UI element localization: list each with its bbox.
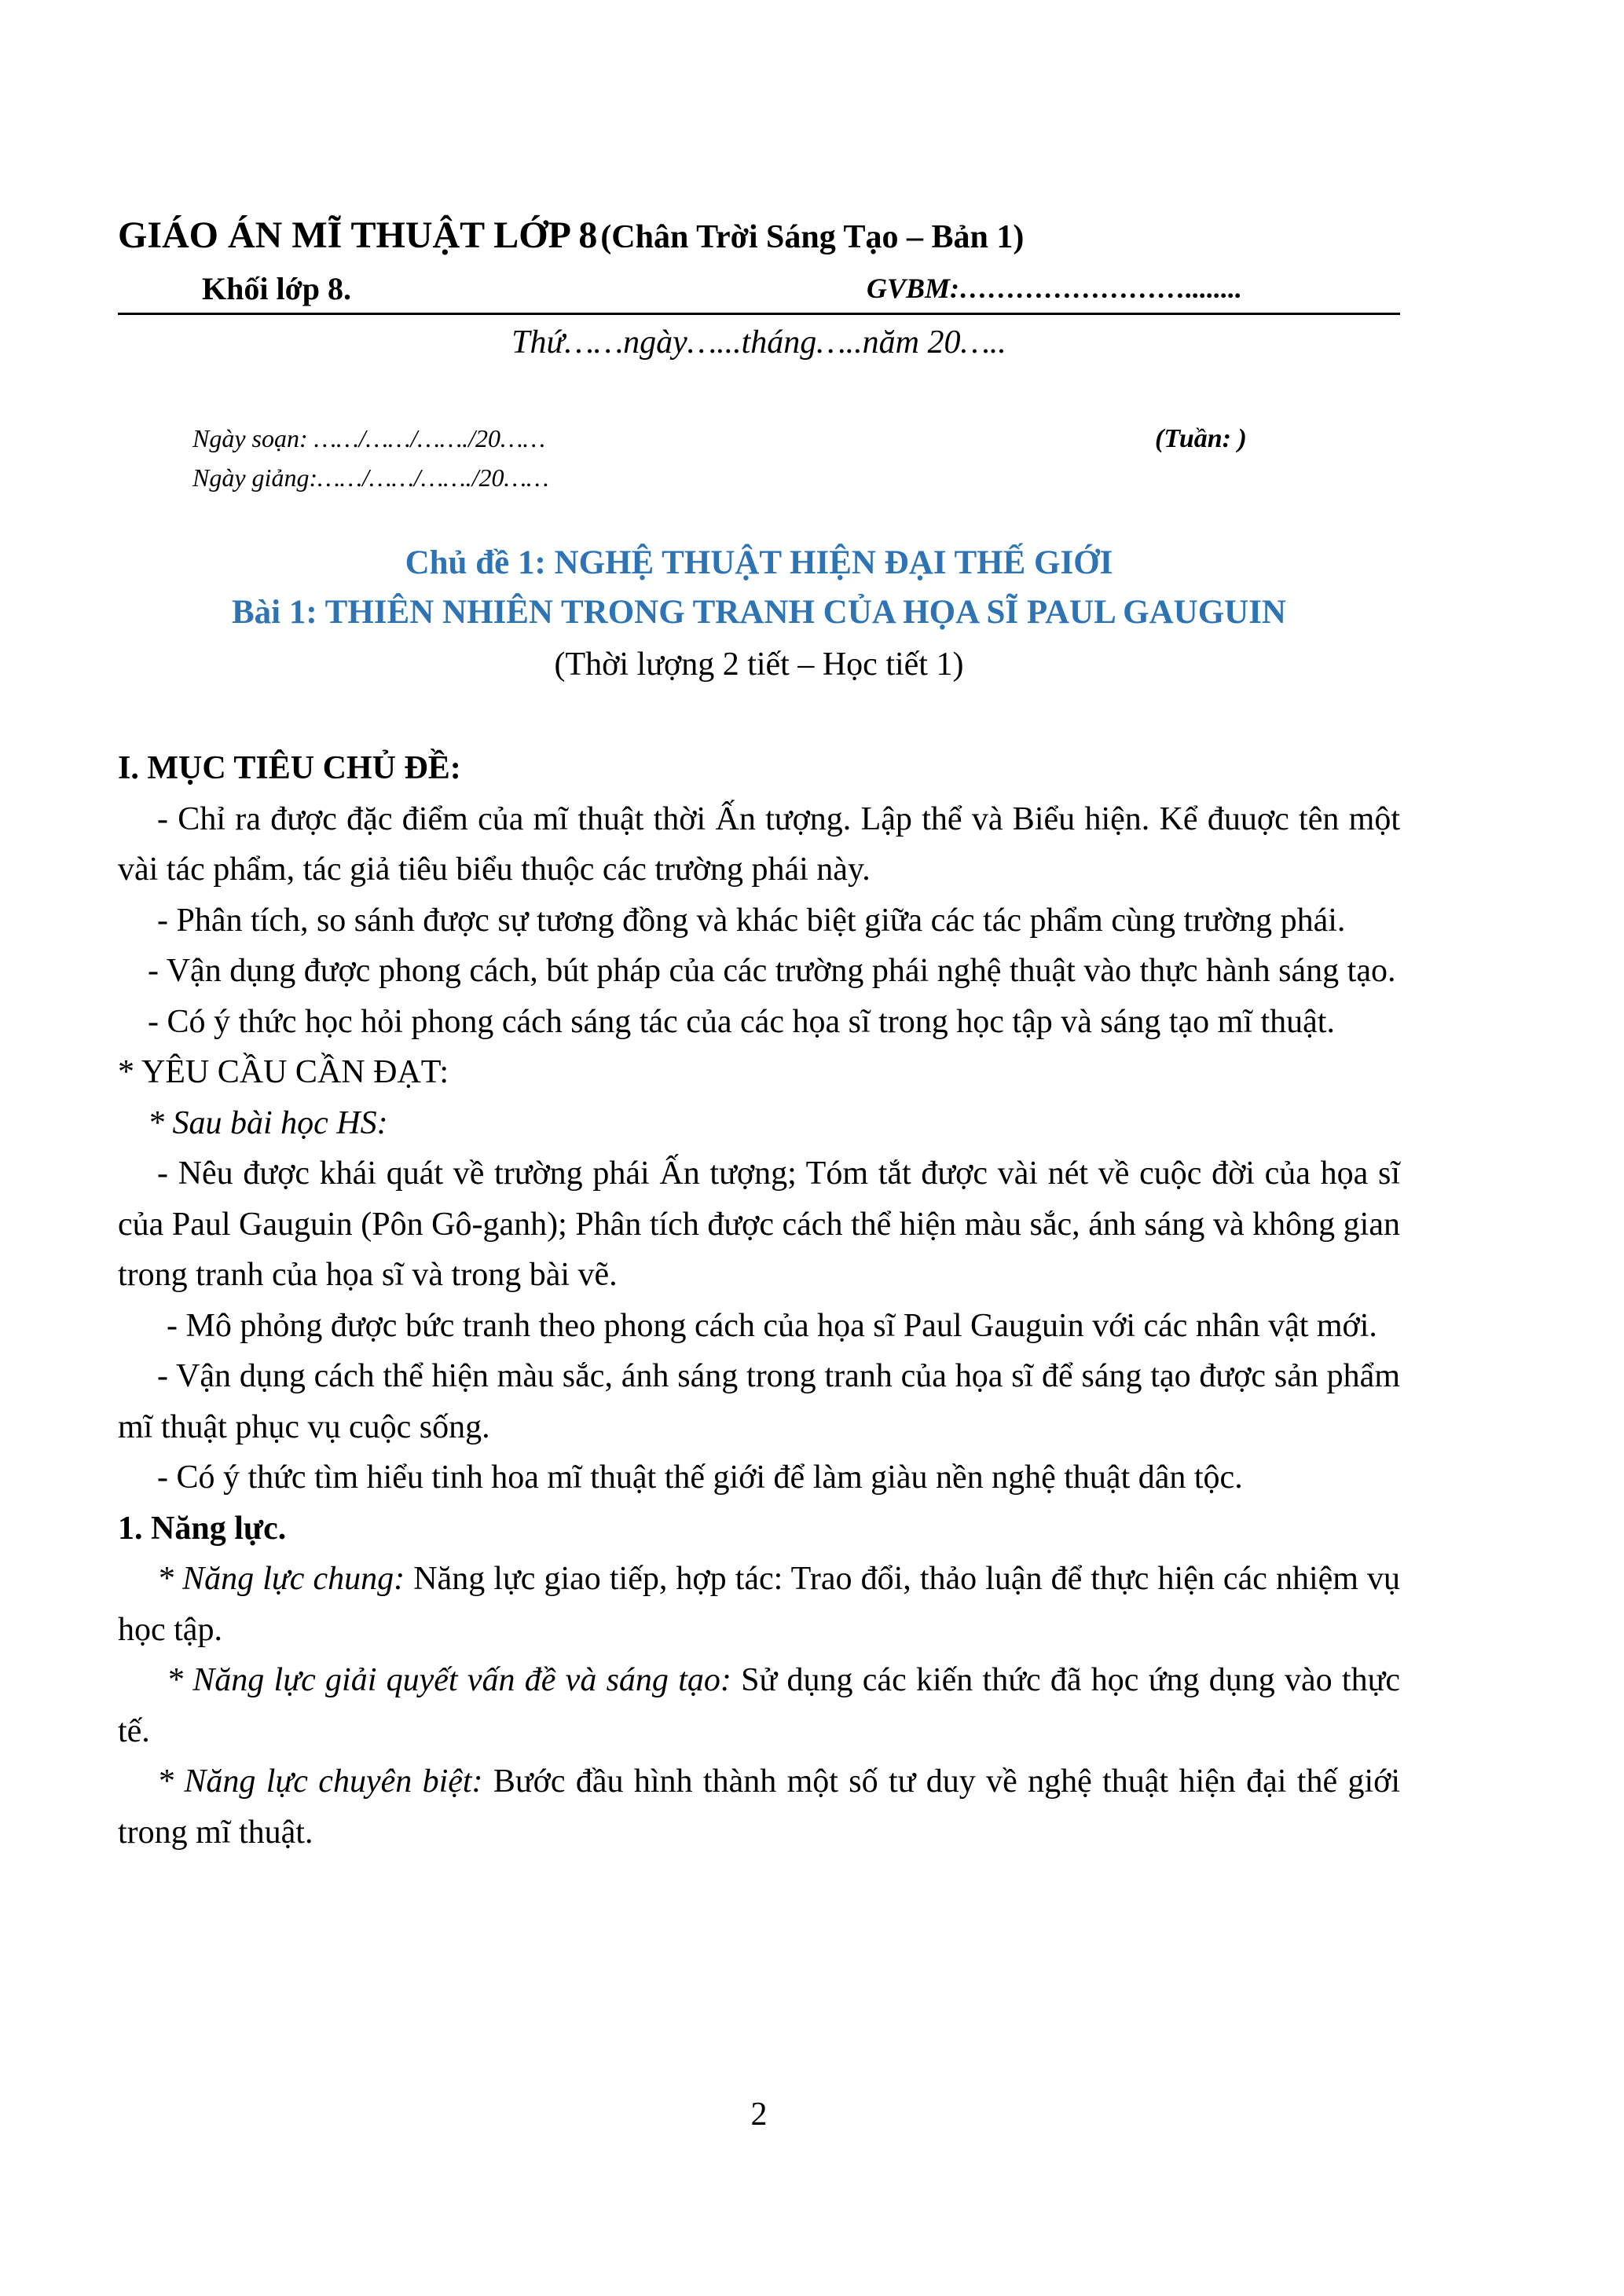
objective-item: - Có ý thức học hỏi phong cách sáng tác của các họa sĩ trong học tập và sáng tạo mĩ thuật. <box>148 1003 1335 1040</box>
objective-item: - Vận dụng được phong cách, bút pháp của các trường phái nghệ thuật vào thực hành sáng tạo. <box>148 953 1396 989</box>
lesson-heading: Bài 1: THIÊN NHIÊN TRONG TRANH CỦA HỌA SĨ PAUL GAUGUIN <box>232 594 1286 631</box>
competence-specific-text: Bước đầu hình thành một số tư duy về nghệ thuật hiện đại thế giới trong mĩ thuật. <box>118 1763 1400 1851</box>
teacher-label: GVBM:……………………........ <box>867 273 1243 304</box>
competence-problem <box>118 1655 1400 1756</box>
requirement-item: - Mô phỏng được bức tranh theo phong cách của họa sĩ Paul Gauguin với các nhân vật mới. <box>167 1307 1377 1344</box>
competence-general <box>118 1554 1400 1655</box>
objective-item: - Chỉ ra được đặc điểm của mĩ thuật thời Ấn tượng. Lập thể và Biểu hiện. Kể đuuợc tên một vài tác phẩm, tác giả tiêu biểu thuộc các trường phái này. <box>118 800 1400 888</box>
header-divider <box>118 313 1400 315</box>
duration-line: (Thời lượng 2 tiết – Học tiết 1) <box>554 646 964 683</box>
header-row <box>118 270 1400 309</box>
grade-label: Khối lớp 8. <box>202 271 351 306</box>
page-number: 2 <box>750 2096 768 2133</box>
competence-general-text: Năng lực giao tiếp, hợp tác: Trao đổi, thảo luận để thực hiện các nhiệm vụ học tập. <box>118 1561 1401 1648</box>
requirement-item: - Có ý thức tìm hiểu tinh hoa mĩ thuật thế giới để làm giàu nền nghệ thuật dân tộc. <box>157 1459 1243 1496</box>
teach-date: Ngày giảng:……/……/……./20…… <box>192 463 549 492</box>
competence-specific-label: * Năng lực chuyên biệt: <box>157 1763 483 1800</box>
prep-date: Ngày soạn: ……/……/……./20…… <box>192 424 545 452</box>
competence-problem-label: * Năng lực giải quyết vấn đề và sáng tạo: <box>167 1662 731 1698</box>
objective-item: - Phân tích, so sánh được sự tương đồng và khác biệt giữa các tác phẩm cùng trường phái. <box>157 902 1346 939</box>
requirement-item: - Nêu được khái quát về trường phái Ấn tượng; Tóm tắt được vài nét về cuộc đời của họa sĩ của Paul Gauguin (Pôn Gô-ganh); Phân tích được cách thể hiện màu sắc, ánh sáng và không gian trong tranh của họa sĩ và trong bài vẽ. <box>118 1155 1400 1293</box>
theme-heading: Chủ đề 1: NGHỆ THUẬT HIỆN ĐẠI THẾ GIỚI <box>405 544 1113 581</box>
requirement-item: - Vận dụng cách thể hiện màu sắc, ánh sáng trong tranh của họa sĩ để sáng tạo được sản phẩm mĩ thuật phục vụ cuộc sống. <box>118 1358 1400 1445</box>
after-lesson-label: * Sau bài học HS: <box>148 1104 388 1141</box>
document-body <box>118 743 1400 1858</box>
title-main: GIÁO ÁN MĨ THUẬT LỚP 8 <box>118 214 598 256</box>
title-subtitle: (Chân Trời Sáng Tạo – Bản 1) <box>600 219 1025 255</box>
competence-general-label: * Năng lực chung: <box>157 1561 405 1597</box>
section-objectives-title: I. MỤC TIÊU CHỦ ĐỀ: <box>118 750 461 786</box>
competence-specific <box>118 1756 1400 1858</box>
week-label: (Tuần: ) <box>1155 424 1247 453</box>
competence-title: 1. Năng lực. <box>118 1510 287 1547</box>
competence-problem-text: Sử dụng các kiến thức đã học ứng dụng vào thực tế. <box>118 1662 1400 1749</box>
document-title <box>118 214 1024 257</box>
date-line: Thứ……ngày…...tháng…..năm 20….. <box>511 324 1006 361</box>
requirements-title: * YÊU CẦU CẦN ĐẠT: <box>118 1054 449 1090</box>
